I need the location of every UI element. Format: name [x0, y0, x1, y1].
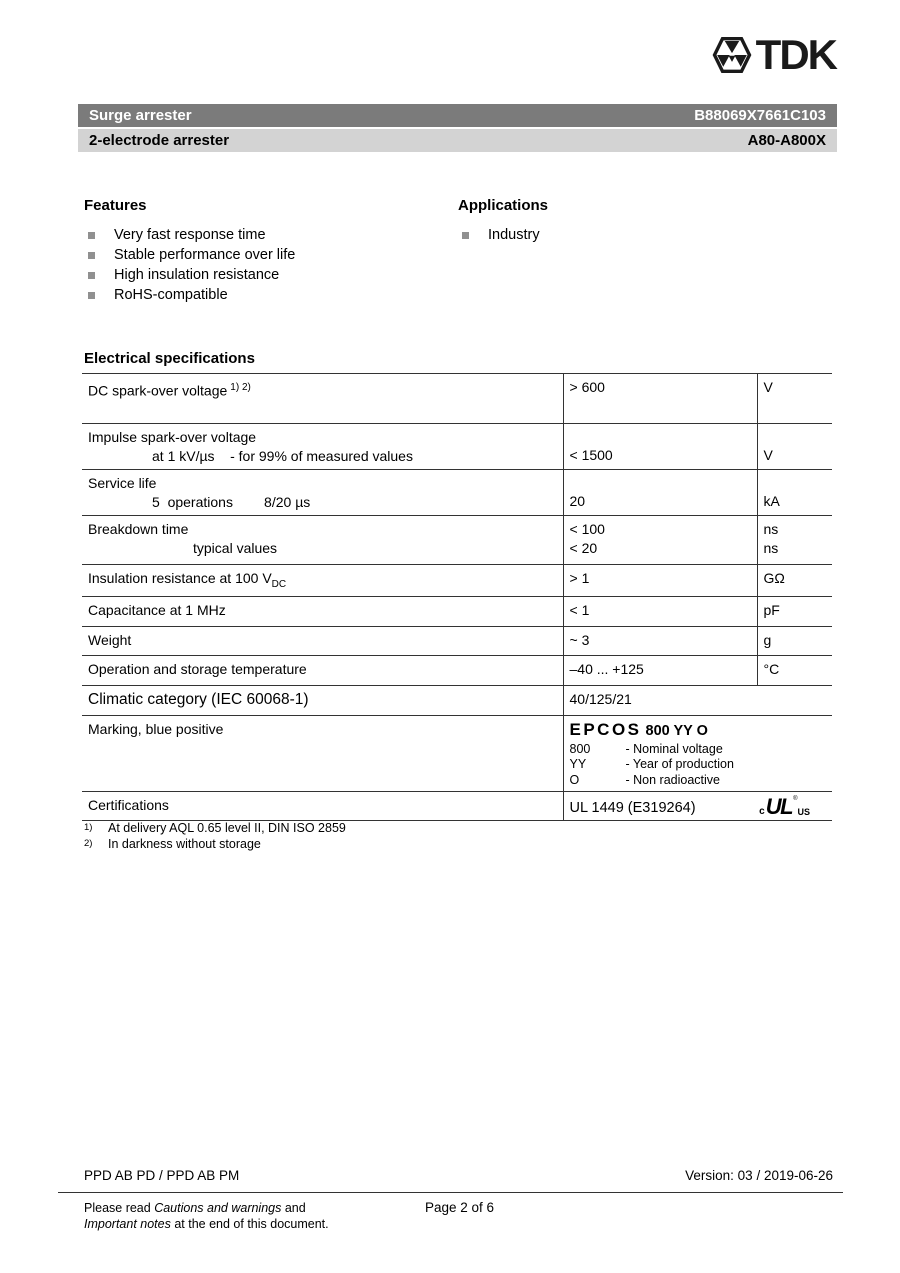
table-row [82, 655, 832, 685]
spec-param: Capacitance at 1 MHz [82, 596, 563, 626]
footer-note [84, 1200, 329, 1232]
footnote [84, 820, 346, 836]
spec-param [82, 374, 563, 424]
legend-key: 800 [569, 741, 591, 756]
spec-value: –40 ... +125 [563, 655, 757, 685]
spec-unit: g [757, 626, 832, 655]
spec-param: Climatic category (IEC 60068-1) [82, 685, 563, 715]
feature-text: Very fast response time [114, 227, 266, 243]
department-code: PPD AB PD / PPD AB PM [84, 1168, 240, 1183]
value-line: < 100 [569, 521, 605, 537]
page-number: Page 2 of 6 [425, 1200, 495, 1215]
cert-us: US [797, 806, 810, 817]
param-line: 5 operations 8/20 µs [152, 494, 311, 510]
epcos-logo-text: EPCOS [569, 719, 642, 739]
spec-unit: V [757, 424, 832, 470]
footer-note-line [84, 1216, 329, 1232]
value-line: < 20 [569, 540, 598, 556]
marking-legend-row [570, 757, 827, 773]
version-text: Version: 03 / 2019-06-26 [685, 1168, 833, 1183]
table-row [82, 791, 832, 820]
spec-unit: °C [757, 655, 832, 685]
marking-legend-row [570, 773, 827, 789]
param-line: Breakdown time [88, 521, 189, 537]
ul-logo: UL [765, 793, 793, 819]
spec-value-marking [563, 715, 832, 791]
marking-heading [570, 720, 827, 741]
spec-value: ~ 3 [563, 626, 757, 655]
application-text: Industry [488, 227, 540, 243]
param-line: Impulse spark-over voltage [88, 429, 257, 445]
electrical-specifications-section [82, 350, 832, 821]
footer-note-line [84, 1200, 329, 1216]
spec-value: < 1 [563, 596, 757, 626]
footnote-text: At delivery AQL 0.65 level II, DIN ISO 2859 [108, 821, 346, 835]
cert-c: c [759, 805, 765, 817]
note-text: at the end of this document. [174, 1217, 329, 1231]
table-row [82, 685, 832, 715]
specs-table [82, 373, 832, 821]
spec-value: < 1500 [563, 424, 757, 470]
spec-param: Certifications [82, 791, 563, 820]
registered-mark: ® [793, 795, 798, 802]
spec-value-certifications [563, 791, 832, 820]
bullet-square-icon [88, 272, 95, 279]
spec-value: 20 [563, 470, 757, 516]
note-italic: Cautions and warnings [154, 1201, 282, 1215]
table-row [82, 374, 832, 424]
note-italic: Important notes [84, 1217, 171, 1231]
param-line: Service life [88, 475, 157, 491]
applications-title: Applications [458, 197, 549, 214]
marking-code: 800 YY O [645, 722, 708, 739]
spec-unit: pF [757, 596, 832, 626]
param-line: at 1 kV/µs - for 99% of measured values [152, 448, 413, 464]
unit-line: ns [763, 521, 779, 537]
ul-certification-mark-icon [759, 793, 810, 819]
certification-text: UL 1449 (E319264) [569, 799, 696, 816]
spec-value: > 600 [563, 374, 757, 424]
table-row [82, 565, 832, 597]
footnotes [84, 820, 346, 852]
note-text: Please read [84, 1201, 151, 1215]
param-line: typical values [193, 540, 278, 556]
bullet-square-icon [88, 292, 95, 299]
spec-unit: V [757, 374, 832, 424]
brand-name: TDK [755, 31, 836, 78]
table-row [82, 424, 832, 470]
bullet-square-icon [88, 252, 95, 259]
header-bar-product-type [78, 104, 837, 127]
list-item [84, 265, 295, 285]
bullet-square-icon [88, 232, 95, 239]
specs-title: Electrical specifications [84, 350, 255, 367]
table-row [82, 596, 832, 626]
spec-unit [757, 516, 832, 565]
legend-key: YY [569, 757, 587, 772]
feature-text: Stable performance over life [114, 247, 296, 263]
table-row [82, 626, 832, 655]
product-type: Surge arrester [89, 107, 192, 124]
spec-param: Operation and storage temperature [82, 655, 563, 685]
footnote-ref: 1) 2) [230, 382, 251, 393]
table-row [82, 715, 832, 791]
part-number: B88069X7661C103 [694, 107, 826, 124]
tdk-logo [712, 31, 836, 78]
spec-param: Marking, blue positive [82, 715, 563, 791]
header-bar-product-subtype [78, 129, 837, 152]
legend-desc: - Nominal voltage [625, 741, 723, 756]
spec-unit: kA [757, 470, 832, 516]
param-text: DC spark-over voltage [88, 382, 228, 399]
footer-meta [84, 1168, 833, 1183]
spec-param [82, 470, 563, 516]
list-item [84, 225, 295, 245]
tdk-emblem-icon [712, 36, 752, 74]
legend-desc: - Year of production [625, 757, 734, 772]
product-subtype: 2-electrode arrester [89, 132, 230, 149]
footnote-marker: 2) [84, 838, 93, 849]
list-item [84, 285, 295, 305]
feature-text: RoHS-compatible [114, 287, 228, 303]
spec-param [82, 424, 563, 470]
subscript: DC [271, 578, 287, 590]
marking-legend-row [570, 742, 827, 758]
footnote-text: In darkness without storage [108, 837, 261, 851]
param-text: Insulation resistance at 100 V [88, 570, 272, 586]
note-text: and [284, 1201, 306, 1215]
unit-line: ns [763, 540, 779, 556]
spec-param [82, 565, 563, 597]
footnote-marker: 1) [84, 822, 93, 833]
bullet-square-icon [462, 232, 469, 239]
feature-text: High insulation resistance [114, 267, 280, 283]
legend-key: O [569, 772, 580, 787]
list-item [84, 245, 295, 265]
applications-section [458, 197, 548, 245]
list-item [458, 225, 548, 245]
legend-desc: - Non radioactive [625, 772, 720, 787]
spec-value: 40/125/21 [563, 685, 832, 715]
spec-value [563, 516, 757, 565]
spec-unit: GΩ [757, 565, 832, 597]
features-section [84, 197, 295, 305]
footnote [84, 836, 346, 852]
table-row [82, 516, 832, 565]
features-title: Features [84, 197, 147, 214]
spec-param: Weight [82, 626, 563, 655]
series-code: A80-A800X [747, 132, 826, 149]
table-row [82, 470, 832, 516]
spec-param [82, 516, 563, 565]
spec-value: > 1 [563, 565, 757, 597]
footer-divider [58, 1192, 843, 1193]
